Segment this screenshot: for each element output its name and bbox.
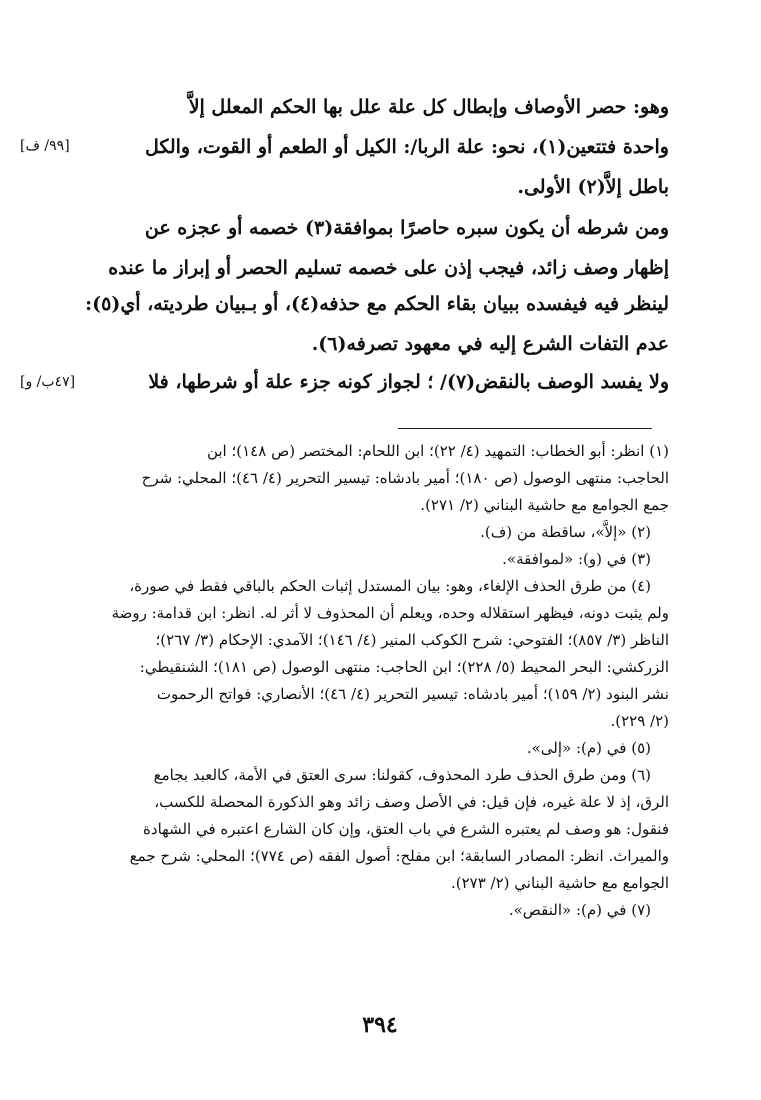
margin-note-folio-f: [٩٩/ ف] — [20, 138, 70, 154]
footnote-line-10: نشر البنود (٢/ ١٥٩)؛ أمير بادشاه: تيسير التحرير (٤/ ٤٦)؛ الأنصاري: فواتح الرحموت — [156, 685, 669, 703]
footnote-line-5: (٣) في (و): «لموافقة». — [502, 550, 651, 568]
footnote-line-9: الزركشي: البحر المحيط (٥/ ٢٢٨)؛ ابن الحاجب: منتهى الوصول (ص ١٨١)؛ الشنقيطي: — [139, 658, 669, 676]
footnote-line-7: ولم يثبت دونه، فيظهر استقلاله وحده، ويعلم أن المحذوف لا أثر له. انظر: ابن قدامة: روضة — [111, 604, 669, 622]
main-text-line-1: وهو: حصر الأوصاف وإبطال كل علة علل بها الحكم المعلل إلاَّ — [188, 96, 669, 118]
footnote-line-2: الحاجب: منتهى الوصول (ص ١٨٠)؛ أمير بادشاه: تيسير التحرير (٤/ ٤٦)؛ المحلي: شرح — [141, 469, 669, 487]
main-text-line-3: باطل إلاَّ(٢) الأولى. — [517, 176, 669, 198]
footnote-line-16: والميراث. انظر: المصادر السابقة؛ ابن مفلح: أصول الفقه (ص ٧٧٤)؛ المحلي: شرح جمع — [129, 847, 669, 865]
footnote-line-17: الجوامع مع حاشية البناني (٢/ ٢٧٣). — [450, 874, 669, 892]
main-text-line-7: عدم التفات الشرع إليه في معهود تصرفه(٦). — [311, 333, 669, 355]
footnote-line-6: (٤) من طرق الحذف الإلغاء، وهو: بيان المستدل إثبات الحكم بالباقي فقط في صورة، — [129, 577, 651, 595]
footnote-line-8: الناظر (٣/ ٨٥٧)؛ الفتوحي: شرح الكوكب المنير (٤/ ١٤٦)؛ الآمدي: الإحكام (٣/ ٢٦٧)؛ — [155, 631, 669, 649]
footnote-line-13: (٦) ومن طرق الحذف طرد المحذوف، كقولنا: سرى العتق في الأمة، كالعبد بجامع — [153, 766, 651, 784]
footnote-line-18: (٧) في (م): «النقص». — [508, 901, 651, 919]
main-text-line-2: واحدة فتتعين(١)، نحو: علة الربا/: الكيل أو الطعم أو القوت، والكل — [144, 136, 669, 158]
footnote-line-3: جمع الجوامع مع حاشية البناني (٢/ ٢٧١). — [420, 496, 669, 514]
footnote-line-15: فنقول: هو وصف لم يعتبره الشرع في باب العتق، وإن كان الشارع اعتبره في الشهادة — [143, 820, 669, 838]
main-text-line-5: إظهار وصف زائد، فيجب إذن على خصمه تسليم الحصر أو إبراز ما عنده — [108, 257, 669, 279]
margin-note-folio-w: [٤٧ب/ و] — [20, 374, 76, 390]
footnote-separator — [398, 428, 652, 429]
main-text-line-8: ولا يفسد الوصف بالنقض(٧)/ ؛ لجواز كونه جزء علة أو شرطها، فلا — [148, 371, 669, 393]
footnote-line-11: (٢/ ٢٢٩). — [610, 712, 669, 730]
footnote-line-12: (٥) في (م): «إلى». — [526, 739, 651, 757]
footnote-line-1: (١) انظر: أبو الخطاب: التمهيد (٤/ ٢٢)؛ ابن اللحام: المختصر (ص ١٤٨)؛ ابن — [206, 442, 669, 460]
footnote-line-4: (٢) «إلاَّ»، ساقطة من (ف). — [480, 523, 651, 541]
footnote-line-14: الرق، إذ لا علة غيره، فإن قيل: في الأصل وصف زائد وهو الذكورة المحصلة للكسب، — [154, 793, 669, 811]
main-text-line-6: لينظر فيه فيفسده ببيان بقاء الحكم مع حذفه(٤)، أو بـبيان طرديته، أي(٥): — [85, 293, 669, 315]
main-text-line-4: ومن شرطه أن يكون سبره حاصرًا بموافقة(٣) خصمه أو عجزه عن — [144, 217, 669, 239]
page-number: ٣٩٤ — [362, 1012, 398, 1038]
